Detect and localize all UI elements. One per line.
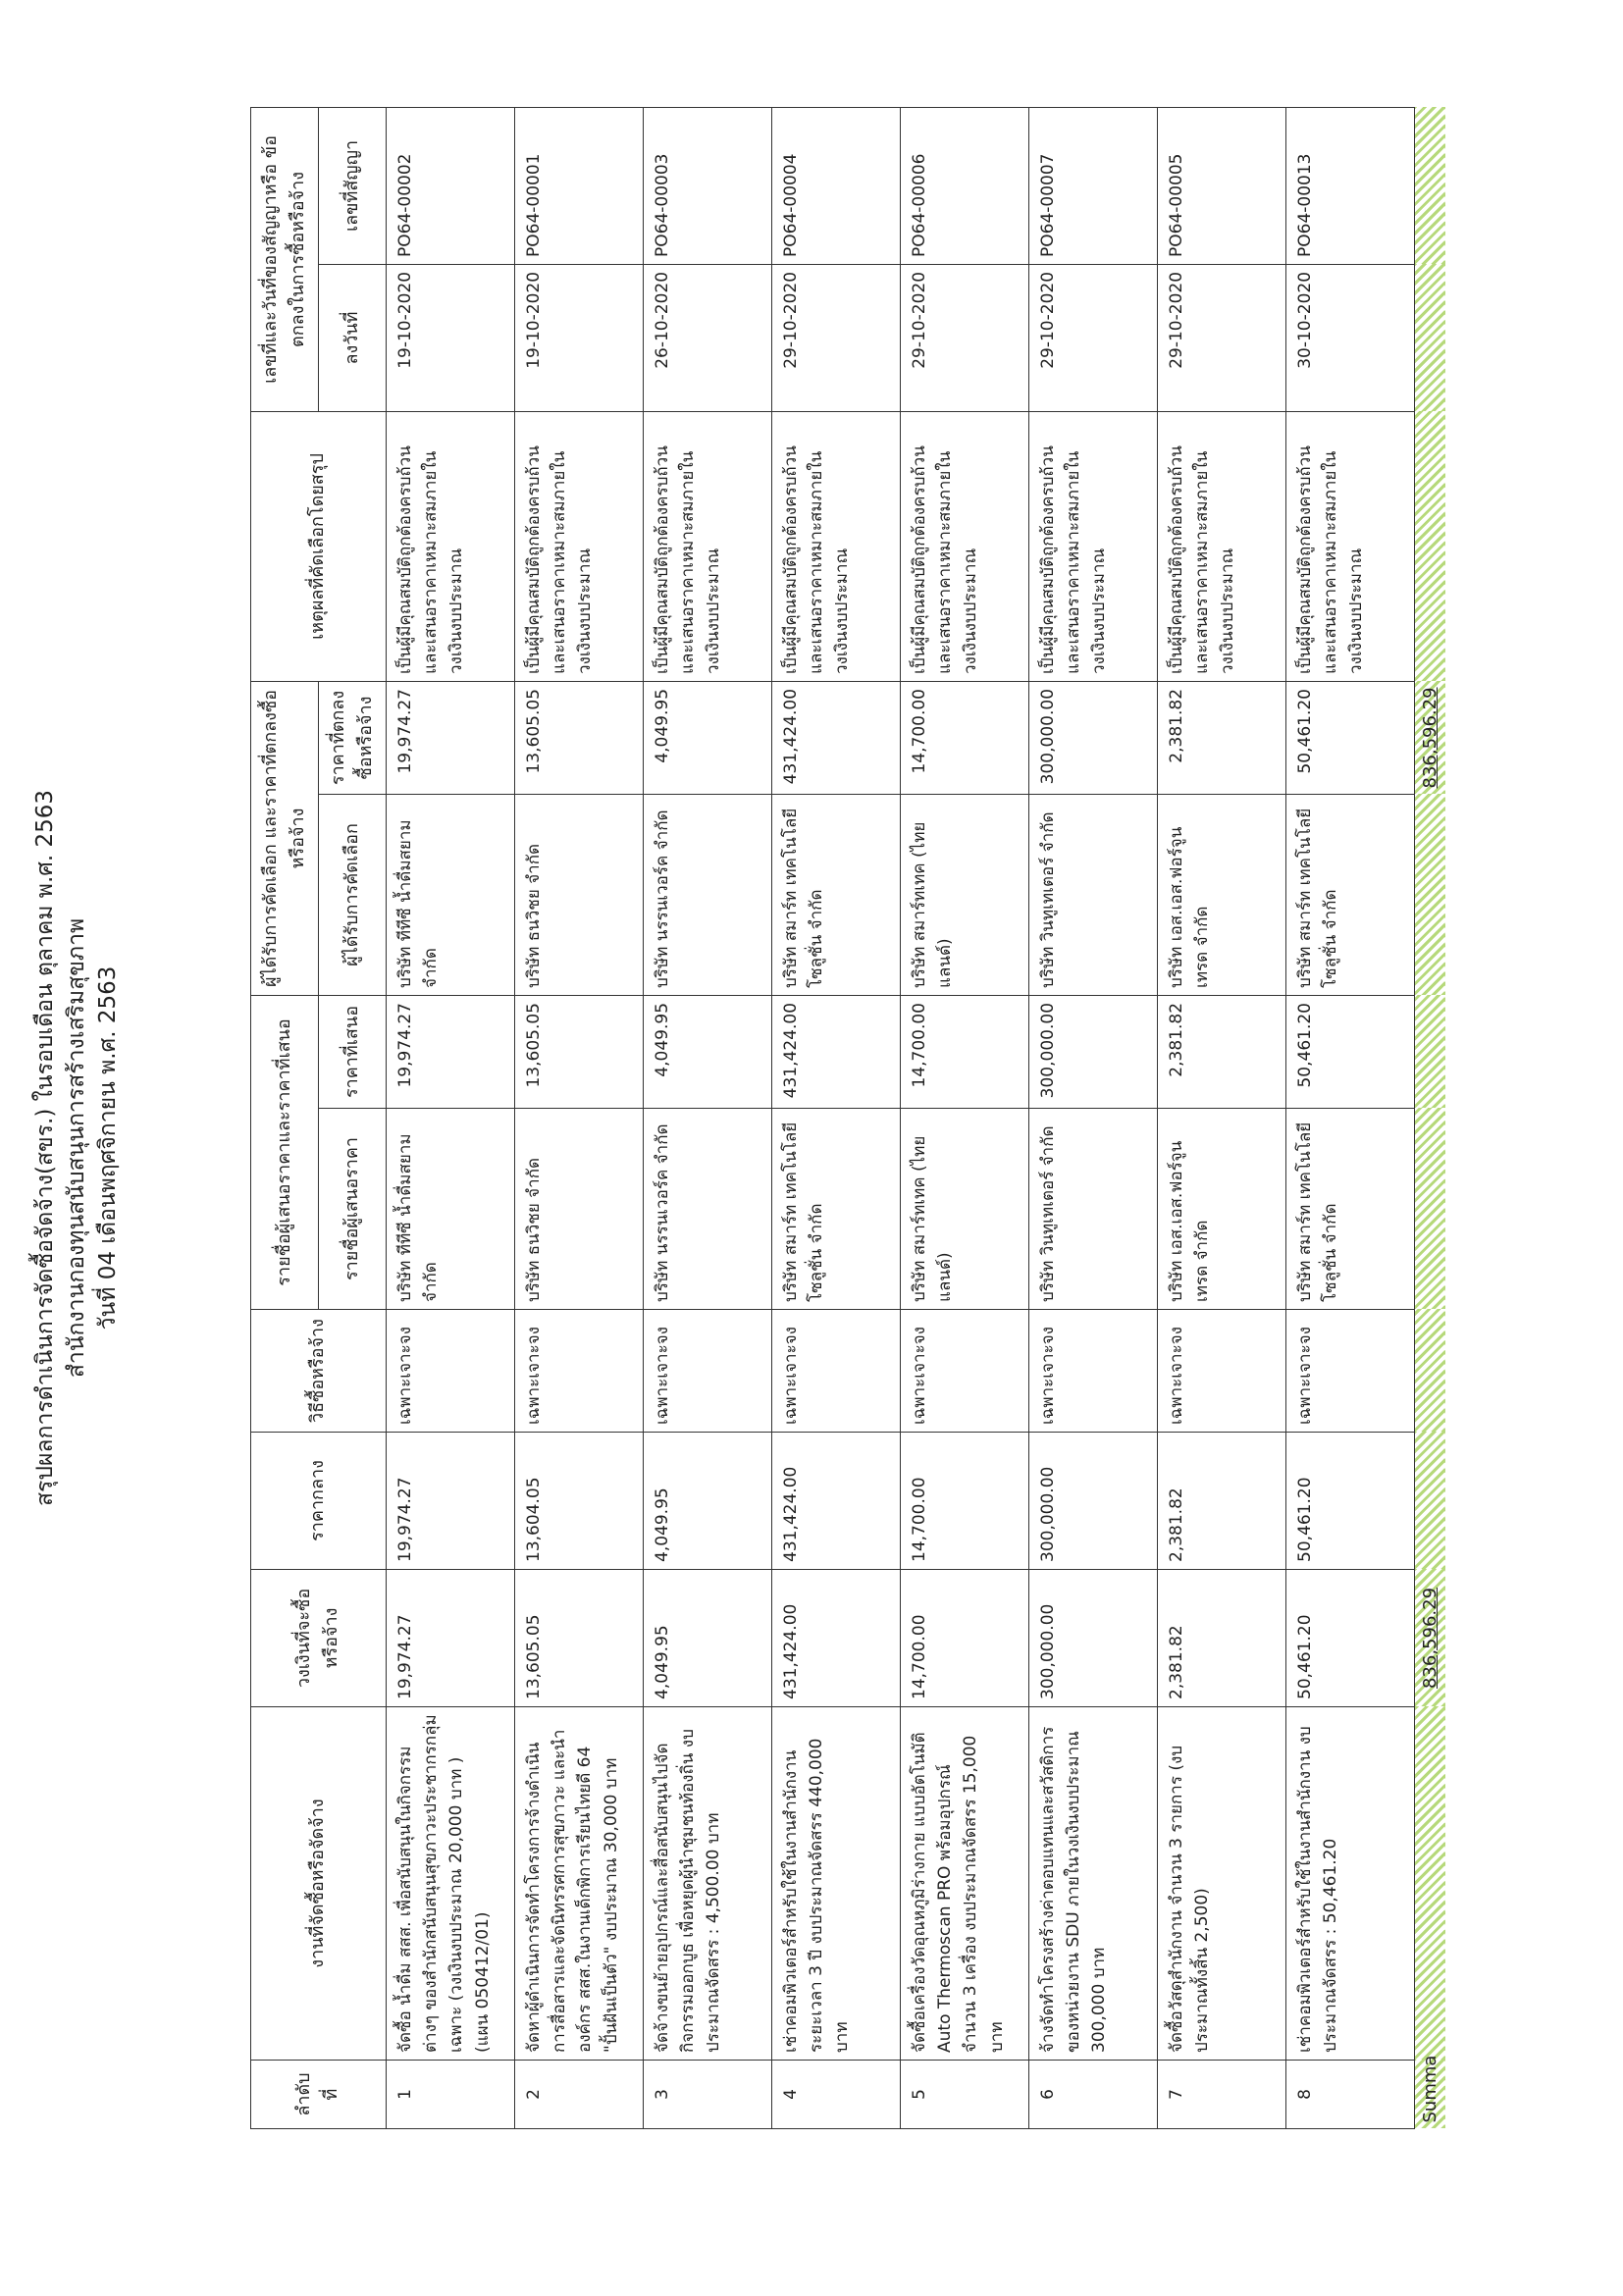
cell-contract-date: 29-10-2020 xyxy=(771,264,900,411)
cell-reason: เป็นผู้มีคุณสมบัติถูกต้องครบถ้วนและเสนอราคาเหมาะสมภายในวงเงินงบประมาณ xyxy=(1028,411,1157,681)
cell-seq: 7 xyxy=(1157,2061,1285,2129)
header-bidders-group: รายชื่อผู้เสนอราคาและราคาที่เสนอ xyxy=(251,995,319,1309)
cell-budget: 14,700.00 xyxy=(900,1570,1028,1707)
cell-contract-date: 29-10-2020 xyxy=(1157,264,1285,411)
cell-agreed-price: 431,424.00 xyxy=(771,681,900,794)
cell-method: เฉพาะเจาะจง xyxy=(386,1310,514,1433)
cell-median-price: 14,700.00 xyxy=(900,1433,1028,1570)
cell-contract-date: 19-10-2020 xyxy=(514,264,643,411)
cell-agreed-price: 50,461.20 xyxy=(1285,681,1414,794)
cell-budget: 4,049.95 xyxy=(643,1570,771,1707)
header-bidder-name: รายชื่อผู้เสนอราคา xyxy=(318,1109,386,1310)
cell-item: เช่าคอมพิวเตอร์สำหรับใช้ในงานสำนักงาน ระยะเวลา 3 ปี งบประมาณจัดสรร 440,000 บาท xyxy=(771,1707,900,2061)
header-seq: ลำดับที่ xyxy=(251,2061,387,2129)
header-method: วิธีซื้อหรือจ้าง xyxy=(251,1310,387,1433)
cell-agreed-price: 4,049.95 xyxy=(643,681,771,794)
cell-budget: 2,381.82 xyxy=(1157,1570,1285,1707)
cell-item: จัดซื้อเครื่องวัดอุณหภูมิร่างกาย แบบอัตโนมัติ Auto Thermoscan PRO พร้อมอุปกรณ์ จำนวน 3 เครื่อง งบประมาณจัดสรร 15,000 บาท xyxy=(900,1707,1028,2061)
cell-budget: 300,000.00 xyxy=(1028,1570,1157,1707)
cell-agreed-price: 14,700.00 xyxy=(900,681,1028,794)
summary-label: Summa xyxy=(1414,2061,1445,2129)
cell-contract-date: 30-10-2020 xyxy=(1285,264,1414,411)
cell-bid-price: 50,461.20 xyxy=(1285,995,1414,1108)
cell-method: เฉพาะเจาะจง xyxy=(514,1310,643,1433)
cell-bidder: บริษัท เอส.เอส.ฟอร์จูน เทรด จำกัด xyxy=(1157,1109,1285,1310)
summary-spacer xyxy=(1414,794,1445,995)
cell-winner: บริษัท สมาร์ท เทคโนโลยี โซลูชั่น จำกัด xyxy=(771,794,900,995)
cell-seq: 5 xyxy=(900,2061,1028,2129)
summary-spacer xyxy=(1414,995,1445,1108)
summary-agreed-total: 836,596.29 xyxy=(1414,681,1445,794)
cell-bid-price: 13,605.05 xyxy=(514,995,643,1108)
cell-median-price: 2,381.82 xyxy=(1157,1433,1285,1570)
cell-contract-no: PO64-00003 xyxy=(643,107,771,264)
cell-seq: 2 xyxy=(514,2061,643,2129)
procurement-table xyxy=(250,107,1445,2129)
cell-method: เฉพาะเจาะจง xyxy=(1157,1310,1285,1433)
cell-winner: บริษัท ทีทีซี น้ำดื่มสยาม จำกัด xyxy=(386,794,514,995)
cell-median-price: 13,604.05 xyxy=(514,1433,643,1570)
cell-contract-no: PO64-00001 xyxy=(514,107,643,264)
cell-bidder: บริษัท สมาร์ทเทค (ไทยแลนด์) xyxy=(900,1109,1028,1310)
cell-contract-date: 19-10-2020 xyxy=(386,264,514,411)
cell-seq: 6 xyxy=(1028,2061,1157,2129)
summary-spacer xyxy=(1414,1109,1445,1310)
table-row xyxy=(514,107,643,2128)
cell-bid-price: 2,381.82 xyxy=(1157,995,1285,1108)
cell-median-price: 50,461.20 xyxy=(1285,1433,1414,1570)
cell-reason: เป็นผู้มีคุณสมบัติถูกต้องครบถ้วนและเสนอราคาเหมาะสมภายในวงเงินงบประมาณ xyxy=(1285,411,1414,681)
summary-spacer xyxy=(1414,1707,1445,2061)
cell-method: เฉพาะเจาะจง xyxy=(1028,1310,1157,1433)
summary-spacer xyxy=(1414,264,1445,411)
cell-median-price: 431,424.00 xyxy=(771,1433,900,1570)
cell-agreed-price: 13,605.05 xyxy=(514,681,643,794)
cell-method: เฉพาะเจาะจง xyxy=(1285,1310,1414,1433)
cell-winner: บริษัท สมาร์ท เทคโนโลยี โซลูชั่น จำกัด xyxy=(1285,794,1414,995)
header-item: งานที่จัดซื้อหรือจัดจ้าง xyxy=(251,1707,387,2061)
table-row xyxy=(771,107,900,2128)
cell-budget: 19,974.27 xyxy=(386,1570,514,1707)
cell-seq: 1 xyxy=(386,2061,514,2129)
table-row xyxy=(643,107,771,2128)
cell-reason: เป็นผู้มีคุณสมบัติถูกต้องครบถ้วนและเสนอราคาเหมาะสมภายในวงเงินงบประมาณ xyxy=(900,411,1028,681)
summary-spacer xyxy=(1414,107,1445,264)
cell-contract-no: PO64-00004 xyxy=(771,107,900,264)
cell-winner: บริษัท เอส.เอส.ฟอร์จูน เทรด จำกัด xyxy=(1157,794,1285,995)
cell-agreed-price: 19,974.27 xyxy=(386,681,514,794)
cell-bid-price: 19,974.27 xyxy=(386,995,514,1108)
header-winner-group: ผู้ได้รับการคัดเลือก และราคาที่ตกลงซื้อหรือจ้าง xyxy=(251,681,319,995)
document-date: วันที่ 04 เดือนพฤศจิกายน พ.ศ. 2563 xyxy=(95,965,121,1331)
cell-bidder: บริษัท ทีทีซี น้ำดื่มสยาม จำกัด xyxy=(386,1109,514,1310)
header-winner-name: ผู้ได้รับการคัดเลือก xyxy=(318,794,386,995)
cell-reason: เป็นผู้มีคุณสมบัติถูกต้องครบถ้วนและเสนอราคาเหมาะสมภายในวงเงินงบประมาณ xyxy=(643,411,771,681)
cell-method: เฉพาะเจาะจง xyxy=(771,1310,900,1433)
cell-reason: เป็นผู้มีคุณสมบัติถูกต้องครบถ้วนและเสนอราคาเหมาะสมภายในวงเงินงบประมาณ xyxy=(514,411,643,681)
cell-winner: บริษัท ธนวิชย จำกัด xyxy=(514,794,643,995)
cell-method: เฉพาะเจาะจง xyxy=(643,1310,771,1433)
cell-contract-no: PO64-00013 xyxy=(1285,107,1414,264)
cell-winner: บริษัท นรรนเวอร์ค จำกัด xyxy=(643,794,771,995)
cell-bid-price: 4,049.95 xyxy=(643,995,771,1108)
cell-item: เช่าคอมพิวเตอร์สำหรับใช้ในงานสำนักงาน งบประมาณจัดสรร : 50,461.20 xyxy=(1285,1707,1414,2061)
cell-seq: 3 xyxy=(643,2061,771,2129)
cell-item: จ้างจัดทำโครงสร้างค่าตอบแทนและสวัสดิการของหน่วยงาน SDU ภายในวงเงินงบประมาณ 300,000 บาท xyxy=(1028,1707,1157,2061)
cell-reason: เป็นผู้มีคุณสมบัติถูกต้องครบถ้วนและเสนอราคาเหมาะสมภายในวงเงินงบประมาณ xyxy=(771,411,900,681)
cell-winner: บริษัท วินทูเทเตอร์ จำกัด xyxy=(1028,794,1157,995)
cell-item: จัดซื้อ น้ำดื่ม สสส. เพื่อสนับสนุนในกิจกรรมต่างๆ ของสำนักสนับสนุนสุขภาวะประชากรกลุ่มเฉพาะ (วงเงินงบประมาณ 20,000 บาท ) (แผน 050412/01) xyxy=(386,1707,514,2061)
cell-bidder: บริษัท นรรนเวอร์ค จำกัด xyxy=(643,1109,771,1310)
cell-contract-no: PO64-00002 xyxy=(386,107,514,264)
table-row xyxy=(1157,107,1285,2128)
summary-spacer xyxy=(1414,1433,1445,1570)
cell-budget: 13,605.05 xyxy=(514,1570,643,1707)
document-title: สรุปผลการดำเนินการจัดซื้อจัดจ้าง(สขร.) ในรอบเดือน ตุลาคม พ.ศ. 2563 xyxy=(32,789,58,1507)
summary-row xyxy=(1414,107,1445,2128)
cell-contract-no: PO64-00006 xyxy=(900,107,1028,264)
cell-contract-date: 26-10-2020 xyxy=(643,264,771,411)
cell-median-price: 300,000.00 xyxy=(1028,1433,1157,1570)
cell-contract-date: 29-10-2020 xyxy=(1028,264,1157,411)
cell-median-price: 19,974.27 xyxy=(386,1433,514,1570)
header-agreed-price: ราคาที่ตกลงซื้อหรือจ้าง xyxy=(318,681,386,794)
cell-bid-price: 300,000.00 xyxy=(1028,995,1157,1108)
cell-bidder: บริษัท วินทูเทเตอร์ จำกัด xyxy=(1028,1109,1157,1310)
cell-bidder: บริษัท ธนวิชย จำกัด xyxy=(514,1109,643,1310)
table-row xyxy=(1285,107,1414,2128)
cell-budget: 50,461.20 xyxy=(1285,1570,1414,1707)
summary-spacer xyxy=(1414,411,1445,681)
cell-reason: เป็นผู้มีคุณสมบัติถูกต้องครบถ้วนและเสนอราคาเหมาะสมภายในวงเงินงบประมาณ xyxy=(386,411,514,681)
cell-budget: 431,424.00 xyxy=(771,1570,900,1707)
cell-bid-price: 431,424.00 xyxy=(771,995,900,1108)
cell-bidder: บริษัท สมาร์ท เทคโนโลยี โซลูชั่น จำกัด xyxy=(771,1109,900,1310)
cell-seq: 4 xyxy=(771,2061,900,2129)
cell-seq: 8 xyxy=(1285,2061,1414,2129)
cell-bidder: บริษัท สมาร์ท เทคโนโลยี โซลูชั่น จำกัด xyxy=(1285,1109,1414,1310)
cell-agreed-price: 300,000.00 xyxy=(1028,681,1157,794)
cell-contract-date: 29-10-2020 xyxy=(900,264,1028,411)
cell-contract-no: PO64-00005 xyxy=(1157,107,1285,264)
header-contract-group: เลขที่และวันที่ของสัญญาหรือ ข้อตกลงในการซื้อหรือจ้าง xyxy=(251,107,319,411)
header-contract-date: ลงวันที่ xyxy=(318,264,386,411)
cell-item: จัดหาผู้ดำเนินการจัดทำโครงการจ้างดำเนินการสื่อสารและจัดนิทรรศการสุขภาวะ และนำองค์กร สสส.ในงานเด็กพิการเรียนไทยดี 64 "ปั้นฝันเป็นตัว" งบประมาณ 30,000 บาท xyxy=(514,1707,643,2061)
document-organization: สำนักงานกองทุนสนับสนุนการสร้างเสริมสุขภาพ xyxy=(64,917,89,1379)
cell-item: จัดจ้างขนย้ายอุปกรณ์และสื่อสนับสนุนไปจัดกิจกรรมออกบูธ เพื่อหยุดผู้นำชุมชนท้องถิ่น งบประมาณจัดสรร : 4,500.00 บาท xyxy=(643,1707,771,2061)
summary-budget-total: 836,596.29 xyxy=(1414,1570,1445,1707)
cell-median-price: 4,049.95 xyxy=(643,1433,771,1570)
cell-agreed-price: 2,381.82 xyxy=(1157,681,1285,794)
table-row xyxy=(386,107,514,2128)
header-bid-price: ราคาที่เสนอ xyxy=(318,995,386,1108)
header-reason: เหตุผลที่คัดเลือกโดยสรุป xyxy=(251,411,387,681)
header-median-price: ราคากลาง xyxy=(251,1433,387,1570)
table-row xyxy=(900,107,1028,2128)
cell-contract-no: PO64-00007 xyxy=(1028,107,1157,264)
cell-bid-price: 14,700.00 xyxy=(900,995,1028,1108)
cell-item: จัดซื้อวัสดุสำนักงาน จำนวน 3 รายการ (งบประมาณทั้งสิ้น 2,500) xyxy=(1157,1707,1285,2061)
table-row xyxy=(1028,107,1157,2128)
cell-method: เฉพาะเจาะจง xyxy=(900,1310,1028,1433)
header-contract-no: เลขที่สัญญา xyxy=(318,107,386,264)
cell-winner: บริษัท สมาร์ทเทค (ไทยแลนด์) xyxy=(900,794,1028,995)
header-budget: วงเงินที่จะซื้อหรือจ้าง xyxy=(251,1570,387,1707)
cell-reason: เป็นผู้มีคุณสมบัติถูกต้องครบถ้วนและเสนอราคาเหมาะสมภายในวงเงินงบประมาณ xyxy=(1157,411,1285,681)
summary-spacer xyxy=(1414,1310,1445,1433)
